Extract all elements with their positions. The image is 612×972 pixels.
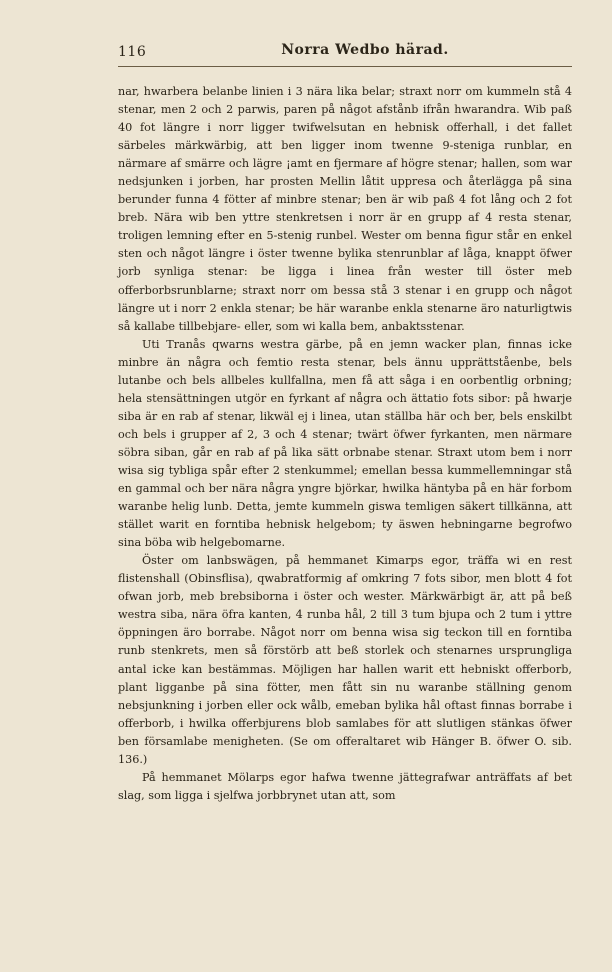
page-header xyxy=(118,42,572,67)
page-number: 116 xyxy=(118,44,147,60)
paragraph: Öster om lanbswägen, på hemmanet Kimarps egor, träffa wi en rest flistenshall (Obinsflisa), qwabratformig af omkring 7 fots sibor, men blott 4 fot ofwan jorb, meb brebsiborna i öster och wester. Märkwärbigt är, att på beß westra siba, nära öfra kanten, 4 runba hål, 2 till 3 tum bjupa och 2 tum i yttre öppningen äro borrabe. Något norr om benna wisa sig teckon till en forntiba runb stenkrets, men så förstörb att beß storlek och stenarnes ursprungliga antal icke kan bestämmas. Möjligen har hallen warit ett hebniskt offerborb, plant ligganbe på sina fötter, men fått sin nu waranbe ställning genom nebsjunkning i jorben eller ock wålb, emeban bylika hål oftast finnas borrabe i offerborb, i hwilka offerbjurens blob samlabes för att slutligen stänkas öfwer ben församlabe menigheten. (Se om offeraltaret wib Hänger B. öfwer O. sib. 136.) xyxy=(118,554,572,766)
paragraph: Uti Tranås qwarns westra gärbe, på en jemn wacker plan, finnas icke minbre än några och femtio resta stenar, bels ännu upprättståenbe, bels lutanbe och bels allbeles kullfallna, men få att såga i en oorbentlig orbning; hela stensättningen utgör en fyrkant af några och ättatio fots sibor: på hwarje siba är en rab af stenar, likwäl ej i linea, utan ställba här och ber, bels enskilbt och bels i grupper af 2, 3 och 4 stenar; twärt öfwer fyrkanten, men närmare söbra siban, går en rab af på lika sätt orbnabe stenar. Straxt utom bem i norr wisa sig tybliga spår efter 2 stenkummel; emellan bessa kummellemningar stå en gammal och ber nära några yngre björkar, hwilka häntyba på en här forbom waranbe helig lunb. Detta, jemte kummeln giswa temligen säkert tillkänna, att stället warit en forntiba hebnisk helgebom; ty äswen hebningarne begrofwo sina böba wib helgebomarne. xyxy=(118,337,572,550)
body-text xyxy=(118,83,572,805)
paragraph: nar, hwarbera belanbe linien i 3 nära lika belar; straxt norr om kummeln stå 4 stenar, men 2 och 2 parwis, paren på något afstånb ifrån hwarandra. Wib paß 40 fot längre i norr ligger twifwelsutan en hebnisk offerhall, i det fallet särbeles märkwärbig, att ben ligger inom twenne 9-steniga runblar, en närmare af smärre och lägre ¡amt en fjermare af högre stenar; hallen, som war nedsjunken i jorben, har prosten Mellin låtit uppresa och återlägga på sina berunder funna 4 fötter af minbre stenar; ben är wib paß 4 fot lång och 2 fot breb. Nära wib ben yttre stenkretsen i norr är en grupp af 4 resta stenar, troligen lemning efter en 5-stenig runbel. Wester om benna figur står en enkel sten och något längre i öster twenne bylika stenrunblar af låga, knappt öfwer jorb synliga stenar: be ligga i linea från wester till öster meb offerborbsrunblarne; straxt norr om bessa stå 3 stenar i en grupp och något längre ut i norr 2 enkla stenar; be här waranbe enkla stenarne äro naturligtwis så kallabe tillbebjare- eller, som wi kalla bem, anbaktsstenar. xyxy=(118,85,572,333)
paragraph: På hemmanet Mölarps egor hafwa twenne jättegrafwar anträffats af bet slag, som ligga i sjelfwa jorbbrynet utan att, som xyxy=(118,770,572,802)
running-head: Norra Wedbo härad. xyxy=(281,42,449,58)
